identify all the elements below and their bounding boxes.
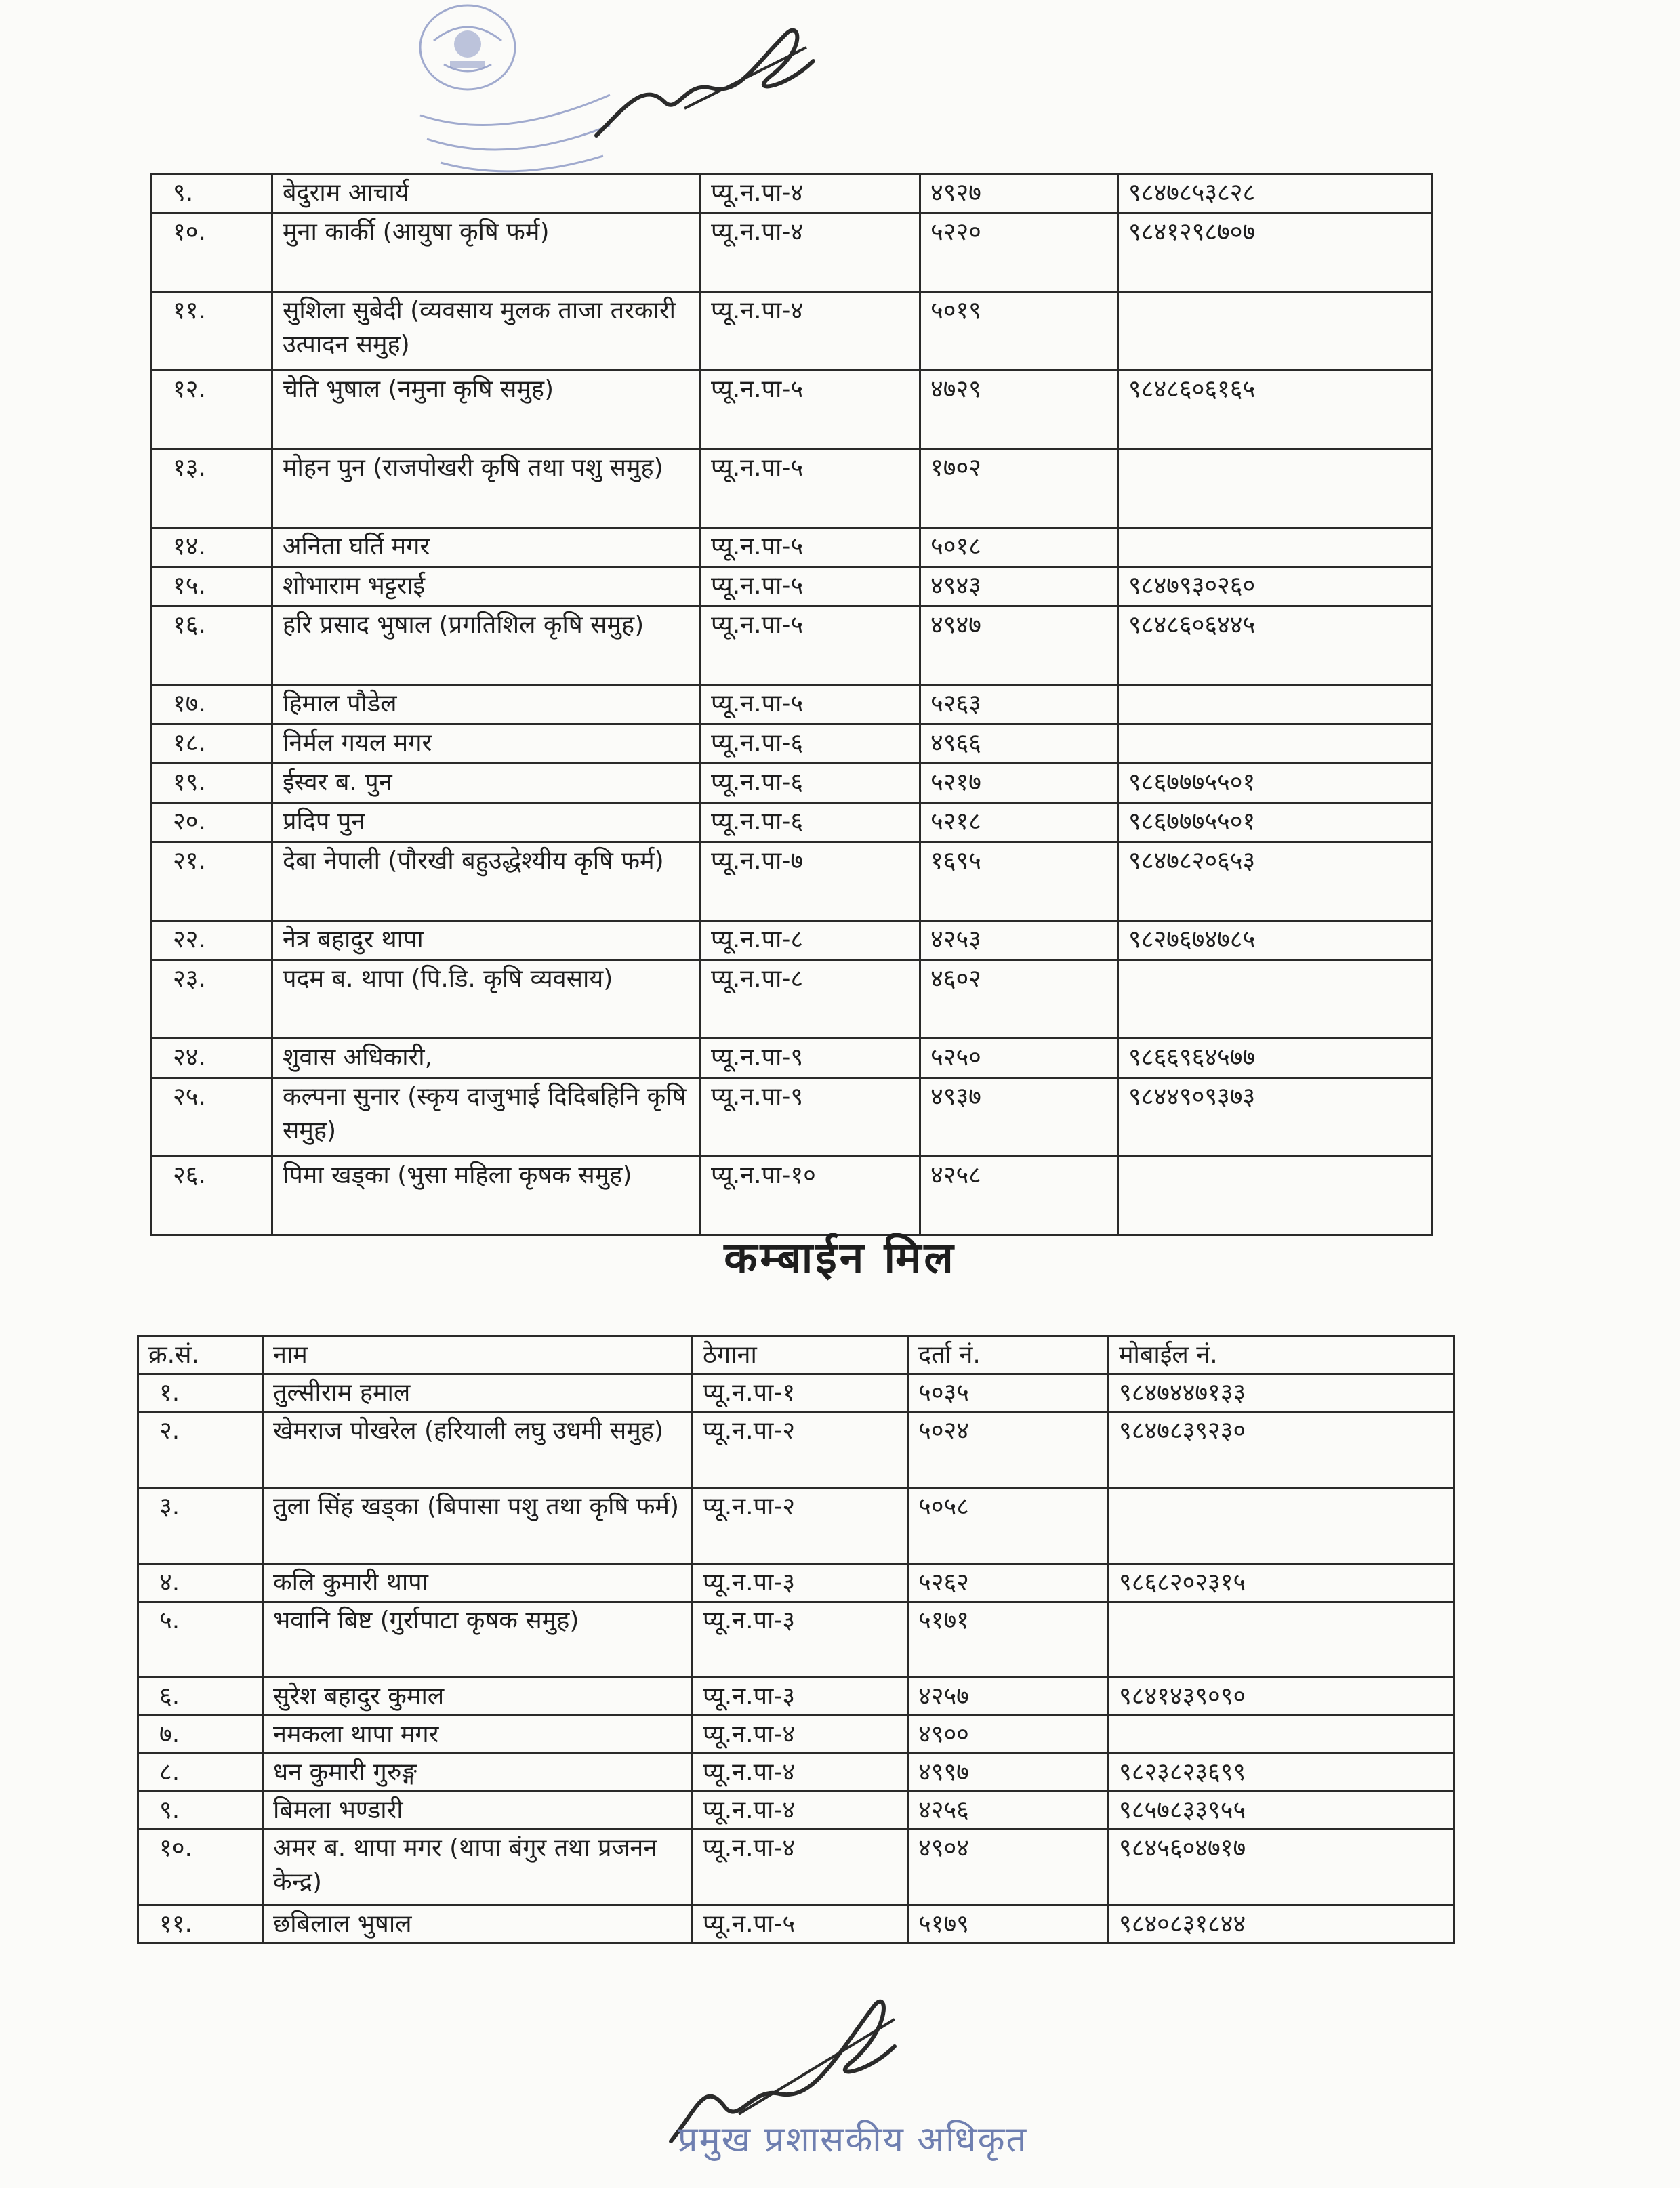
table-row (138, 1374, 1454, 1412)
cell-mobile: ९८२७६७४७८५ (1118, 921, 1433, 960)
cell-serial: ४. (138, 1564, 263, 1602)
cell-registration: ४९४७ (920, 606, 1118, 685)
cell-address: प्यू.न.पा-२ (693, 1412, 908, 1488)
cell-mobile (1118, 724, 1433, 764)
cell-serial: १४. (152, 528, 272, 567)
cell-name: बेदुराम आचार्य (272, 174, 701, 213)
cell-address: प्यू.न.पा-६ (701, 764, 920, 803)
table-row (152, 764, 1433, 803)
cell-name: अनिता घर्ति मगर (272, 528, 701, 567)
cell-mobile: ९८४८६०६४४५ (1118, 606, 1433, 685)
cell-name: सुशिला सुबेदी (व्यवसाय मुलक ताजा तरकारी उत्पादन समुह) (272, 292, 701, 371)
cell-name: पिमा खड्का (भुसा महिला कृषक समुह) (272, 1157, 701, 1235)
cell-address: प्यू.न.पा-४ (693, 1716, 908, 1754)
cell-mobile: ९८४७९३०२६० (1118, 567, 1433, 606)
cell-registration: ५२५० (920, 1039, 1118, 1078)
cell-registration: ४९०४ (908, 1830, 1109, 1905)
table-row (152, 371, 1433, 449)
table-row (152, 213, 1433, 292)
cell-registration: ४९६६ (920, 724, 1118, 764)
cell-address: प्यू.न.पा-४ (693, 1792, 908, 1830)
cell-serial: १. (138, 1374, 263, 1412)
cell-address: प्यू.न.पा-६ (701, 724, 920, 764)
cell-registration: ५२१८ (920, 803, 1118, 842)
cell-mobile: ९८४७८५३८२८ (1118, 174, 1433, 213)
table-row (152, 724, 1433, 764)
cell-address: प्यू.न.पा-१० (701, 1157, 920, 1235)
table-row (152, 528, 1433, 567)
cell-address: प्यू.न.पा-५ (701, 528, 920, 567)
cell-serial: २०. (152, 803, 272, 842)
cell-serial: ९. (138, 1792, 263, 1830)
cell-address: प्यू.न.पा-५ (701, 371, 920, 449)
cell-name: पदम ब. थापा (पि.डि. कृषि व्यवसाय) (272, 960, 701, 1039)
cell-registration: ५२६३ (920, 685, 1118, 724)
cell-registration: ५२६२ (908, 1564, 1109, 1602)
header-registration: दर्ता नं. (908, 1336, 1109, 1374)
cell-serial: २. (138, 1412, 263, 1488)
table-row (152, 606, 1433, 685)
cell-serial: ३. (138, 1488, 263, 1564)
combine-mill-table (137, 1335, 1455, 1944)
cell-address: प्यू.न.पा-९ (701, 1078, 920, 1157)
cell-serial: १०. (138, 1830, 263, 1905)
cell-serial: १५. (152, 567, 272, 606)
cell-address: प्यू.न.पा-५ (701, 449, 920, 528)
cell-registration: ५०१८ (920, 528, 1118, 567)
cell-serial: १९. (152, 764, 272, 803)
cell-serial: ५. (138, 1602, 263, 1678)
cell-mobile: ९८५७८३३९५५ (1109, 1792, 1454, 1830)
cell-name: तुला सिंह खड्का (बिपासा पशु तथा कृषि फर्म) (263, 1488, 693, 1564)
cell-registration: ४२५३ (920, 921, 1118, 960)
cell-registration: ४९२७ (920, 174, 1118, 213)
cell-mobile: ९८४७८३९२३० (1109, 1412, 1454, 1488)
cell-serial: १७. (152, 685, 272, 724)
table-row (152, 960, 1433, 1039)
table-row (138, 1754, 1454, 1792)
table-row (152, 449, 1433, 528)
table-row (152, 292, 1433, 371)
cell-mobile (1118, 685, 1433, 724)
cell-registration: ४२५८ (920, 1157, 1118, 1235)
cell-name: शोभाराम भट्टराई (272, 567, 701, 606)
cell-registration: ५२२० (920, 213, 1118, 292)
cell-name: ईस्वर ब. पुन (272, 764, 701, 803)
cell-mobile (1109, 1602, 1454, 1678)
cell-serial: ८. (138, 1754, 263, 1792)
cell-serial: २२. (152, 921, 272, 960)
cell-registration: ५२१७ (920, 764, 1118, 803)
cell-serial: ११. (152, 292, 272, 371)
cell-registration: ४७२९ (920, 371, 1118, 449)
cell-name: नेत्र बहादुर थापा (272, 921, 701, 960)
cell-serial: २३. (152, 960, 272, 1039)
cell-serial: ६. (138, 1678, 263, 1716)
cell-mobile: ९८४७८२०६५३ (1118, 842, 1433, 921)
cell-address: प्यू.न.पा-७ (701, 842, 920, 921)
cell-registration: १७०२ (920, 449, 1118, 528)
cell-name: भवानि बिष्ट (गुर्रापाटा कृषक समुह) (263, 1602, 693, 1678)
cell-serial: १०. (152, 213, 272, 292)
cell-mobile: ९८६७७७५५०१ (1118, 803, 1433, 842)
cell-address: प्यू.न.पा-५ (701, 567, 920, 606)
table-row (138, 1564, 1454, 1602)
officer-stamp-text: प्रमुख प्रशासकीय अधिकृत (678, 2120, 1028, 2160)
cell-registration: ५१७९ (908, 1905, 1109, 1943)
section-heading: कम्बाईन मिल (724, 1233, 956, 1283)
cell-name: अमर ब. थापा मगर (थापा बंगुर तथा प्रजनन केन्द्र) (263, 1830, 693, 1905)
cell-mobile: ९८४८६०६१६५ (1118, 371, 1433, 449)
cell-address: प्यू.न.पा-५ (701, 606, 920, 685)
cell-mobile: ९८४५६०४७१७ (1109, 1830, 1454, 1905)
cell-mobile: ९८२३८२३६९९ (1109, 1754, 1454, 1792)
cell-address: प्यू.न.पा-८ (701, 921, 920, 960)
header-mobile: मोबाईल नं. (1109, 1336, 1454, 1374)
cell-registration: ५०३५ (908, 1374, 1109, 1412)
table-row (152, 842, 1433, 921)
cell-address: प्यू.न.पा-२ (693, 1488, 908, 1564)
cell-name: प्रदिप पुन (272, 803, 701, 842)
cell-address: प्यू.न.पा-१ (693, 1374, 908, 1412)
cell-registration: ५०२४ (908, 1412, 1109, 1488)
cell-name: बिमला भण्डारी (263, 1792, 693, 1830)
cell-name: कल्पना सुनार (स्कृय दाजुभाई दिदिबहिनि कृषि समुह) (272, 1078, 701, 1157)
table-row (138, 1488, 1454, 1564)
cell-name: निर्मल गयल मगर (272, 724, 701, 764)
cell-serial: ११. (138, 1905, 263, 1943)
cell-address: प्यू.न.पा-३ (693, 1678, 908, 1716)
header-serial: क्र.सं. (138, 1336, 263, 1374)
cell-mobile (1118, 960, 1433, 1039)
cell-mobile (1118, 528, 1433, 567)
cell-mobile: ९८६६९६४५७७ (1118, 1039, 1433, 1078)
cell-name: चेति भुषाल (नमुना कृषि समुह) (272, 371, 701, 449)
cell-registration: ४९३७ (920, 1078, 1118, 1157)
cell-address: प्यू.न.पा-५ (701, 685, 920, 724)
cell-name: कलि कुमारी थापा (263, 1564, 693, 1602)
cell-serial: १२. (152, 371, 272, 449)
cell-address: प्यू.न.पा-३ (693, 1564, 908, 1602)
cell-name: खेमराज पोखरेल (हरियाली लघु उधमी समुह) (263, 1412, 693, 1488)
cell-registration: ४९०० (908, 1716, 1109, 1754)
cell-serial: १३. (152, 449, 272, 528)
cell-mobile: ९८६८२०२३१५ (1109, 1564, 1454, 1602)
cell-serial: १६. (152, 606, 272, 685)
cell-serial: २६. (152, 1157, 272, 1235)
table-row (138, 1678, 1454, 1716)
cell-address: प्यू.न.पा-३ (693, 1602, 908, 1678)
cell-registration: ४९४३ (920, 567, 1118, 606)
table-row (138, 1830, 1454, 1905)
cell-address: प्यू.न.पा-४ (701, 292, 920, 371)
cell-mobile (1118, 449, 1433, 528)
cell-address: प्यू.न.पा-४ (693, 1830, 908, 1905)
cell-serial: १८. (152, 724, 272, 764)
cell-name: शुवास अधिकारी, (272, 1039, 701, 1078)
cell-address: प्यू.न.पा-४ (701, 213, 920, 292)
cell-name: हरि प्रसाद भुषाल (प्रगतिशिल कृषि समुह) (272, 606, 701, 685)
cell-mobile: ९८४१२९८७०७ (1118, 213, 1433, 292)
table-row (152, 1157, 1433, 1235)
table-row (152, 685, 1433, 724)
cell-name: हिमाल पौडेल (272, 685, 701, 724)
cell-registration: ४२५७ (908, 1678, 1109, 1716)
cell-registration: ५०५८ (908, 1488, 1109, 1564)
cell-name: छबिलाल भुषाल (263, 1905, 693, 1943)
cell-registration: ५१७१ (908, 1602, 1109, 1678)
cell-name: नमकला थापा मगर (263, 1716, 693, 1754)
table-row (138, 1412, 1454, 1488)
cell-mobile: ९८४०८३१८४४ (1109, 1905, 1454, 1943)
cell-registration: ५०१९ (920, 292, 1118, 371)
signature-top (583, 7, 827, 149)
cell-name: सुरेश बहादुर कुमाल (263, 1678, 693, 1716)
cell-serial: २१. (152, 842, 272, 921)
cell-name: धन कुमारी गुरुङ्ग (263, 1754, 693, 1792)
cell-serial: ९. (152, 174, 272, 213)
table-header-row (138, 1336, 1454, 1374)
cell-serial: २५. (152, 1078, 272, 1157)
cell-address: प्यू.न.पा-९ (701, 1039, 920, 1078)
cell-mobile: ९८६७७७५५०१ (1118, 764, 1433, 803)
table-row (138, 1792, 1454, 1830)
cell-registration: ४६०२ (920, 960, 1118, 1039)
cell-name: देबा नेपाली (पौरखी बहुउद्धेश्यीय कृषि फर्म) (272, 842, 701, 921)
cell-mobile (1109, 1716, 1454, 1754)
cell-name: मोहन पुन (राजपोखरी कृषि तथा पशु समुह) (272, 449, 701, 528)
table-row (138, 1602, 1454, 1678)
cell-mobile (1118, 292, 1433, 371)
cell-address: प्यू.न.पा-५ (693, 1905, 908, 1943)
table-row (152, 1078, 1433, 1157)
table-row (152, 567, 1433, 606)
cell-serial: २४. (152, 1039, 272, 1078)
cell-name: मुना कार्की (आयुषा कृषि फर्म) (272, 213, 701, 292)
cell-mobile: ९८४७४४७१३३ (1109, 1374, 1454, 1412)
cell-address: प्यू.न.पा-८ (701, 960, 920, 1039)
cell-mobile: ९८४४९०९३७३ (1118, 1078, 1433, 1157)
table-row (152, 174, 1433, 213)
cell-address: प्यू.न.पा-६ (701, 803, 920, 842)
cell-name: तुल्सीराम हमाल (263, 1374, 693, 1412)
table-row (152, 803, 1433, 842)
cell-address: प्यू.न.पा-४ (701, 174, 920, 213)
header-address: ठेगाना (693, 1336, 908, 1374)
cell-mobile (1109, 1488, 1454, 1564)
cell-registration: १६९५ (920, 842, 1118, 921)
table-row (138, 1716, 1454, 1754)
table-row (152, 1039, 1433, 1078)
cell-registration: ४२५६ (908, 1792, 1109, 1830)
table-row (152, 921, 1433, 960)
cell-mobile (1118, 1157, 1433, 1235)
cell-registration: ४९९७ (908, 1754, 1109, 1792)
header-name: नाम (263, 1336, 693, 1374)
cell-address: प्यू.न.पा-४ (693, 1754, 908, 1792)
cell-serial: ७. (138, 1716, 263, 1754)
table-row (138, 1905, 1454, 1943)
cell-mobile: ९८४१४३९०९० (1109, 1678, 1454, 1716)
beneficiary-table-continued (150, 173, 1433, 1236)
